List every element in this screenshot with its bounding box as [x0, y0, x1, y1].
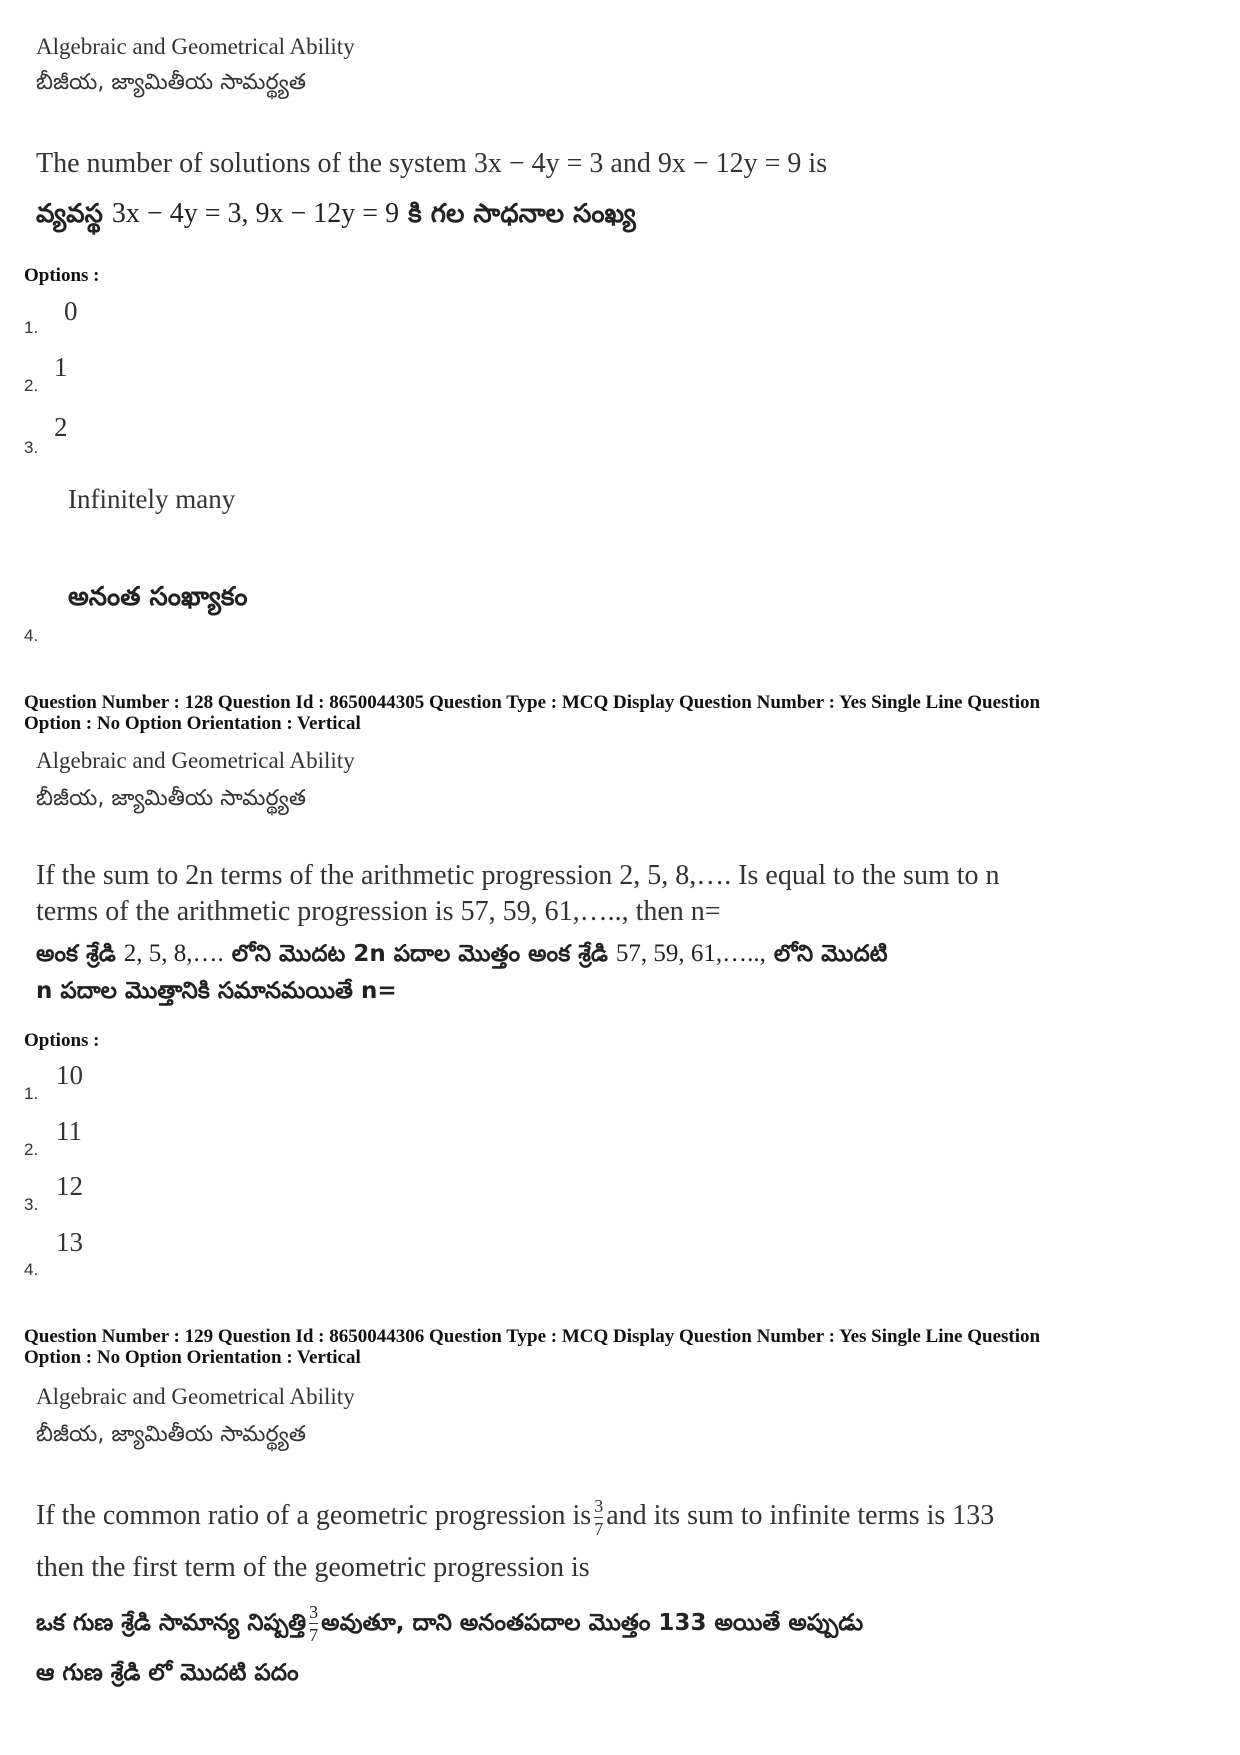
- option-text[interactable]: 1: [54, 352, 68, 382]
- fraction-numerator: 3: [594, 1496, 604, 1516]
- question-meta-line2: Option : No Option Orientation : Vertical: [24, 713, 361, 734]
- question-telugu-math: 2, 5, 8,….: [123, 940, 224, 967]
- options-label: Options :: [24, 1030, 100, 1051]
- option-number: 1.: [24, 1084, 39, 1103]
- question-telugu-part: లోని మొదట 2n పదాల మొత్తం అంక శ్రేడి: [231, 941, 608, 967]
- question-text-english-line2: then the first term of the geometric progression is: [36, 1552, 590, 1583]
- option-number: 3.: [24, 1195, 39, 1214]
- question-text-telugu-line1: [36, 940, 887, 973]
- option-text[interactable]: 12: [56, 1171, 83, 1201]
- subject-telugu: బీజీయ, జ్యామితీయ సామర్థ్యత: [36, 70, 306, 95]
- question-meta-line2: Option : No Option Orientation : Vertical: [24, 1347, 361, 1368]
- option-number: 4.: [24, 626, 39, 645]
- question-text-telugu: [36, 198, 636, 235]
- subject-english: Algebraic and Geometrical Ability: [36, 34, 355, 59]
- fraction-denominator: 7: [309, 1625, 319, 1645]
- question-text-english-line2: terms of the arithmetic progression is 57, 59, 61,….., then n=: [36, 896, 721, 927]
- option-text[interactable]: 11: [56, 1116, 82, 1146]
- question-text-telugu-line1: [36, 1602, 863, 1645]
- question-text-english-line1: If the sum to 2n terms of the arithmetic progression 2, 5, 8,…. Is equal to the sum to n: [36, 860, 1000, 891]
- question-english-part: and its sum to infinite terms is 133: [606, 1499, 995, 1531]
- option-text[interactable]: 13: [56, 1227, 83, 1257]
- subject-telugu: బీజీయ, జ్యామితీయ సామర్థ్యత: [36, 1422, 306, 1447]
- option-text[interactable]: 2: [54, 412, 68, 442]
- question-telugu-part: ఒక గుణ శ్రేడి సామాన్య నిష్పత్తి: [36, 1610, 307, 1636]
- question-text-telugu-line2: ఆ గుణ శ్రేడి లో మొదటి పదం: [36, 1660, 299, 1686]
- question-telugu-part: అవుతూ, దాని అనంతపదాల మొత్తం 133 అయితే అప్పుడు: [321, 1610, 864, 1636]
- subject-telugu: బీజీయ, జ్యామితీయ సామర్థ్యత: [36, 786, 306, 811]
- question-telugu-prefix: వ్యవస్థ: [36, 199, 103, 229]
- fraction-numerator: 3: [309, 1602, 319, 1622]
- subject-english: Algebraic and Geometrical Ability: [36, 1384, 355, 1409]
- option-text-telugu[interactable]: అనంత సంఖ్యాకం: [68, 582, 248, 612]
- question-telugu-math: 57, 59, 61,…..,: [615, 940, 766, 967]
- question-meta-line1: Question Number : 129 Question Id : 8650044306 Question Type : MCQ Display Question Number : Yes Single Line Question: [24, 1326, 1041, 1347]
- option-number: 2.: [24, 1140, 39, 1159]
- fraction-bar: [594, 1517, 603, 1518]
- question-text-english: The number of solutions of the system 3x − 4y = 3 and 9x − 12y = 9 is: [36, 148, 828, 179]
- subject-english: Algebraic and Geometrical Ability: [36, 748, 355, 773]
- fraction: [309, 1602, 318, 1645]
- question-meta-line1: Question Number : 128 Question Id : 8650044305 Question Type : MCQ Display Question Number : Yes Single Line Question: [24, 692, 1041, 713]
- question-telugu-math: 3x − 4y = 3, 9x − 12y = 9: [111, 198, 400, 229]
- question-english-part: If the common ratio of a geometric progression is: [36, 1499, 592, 1531]
- option-text[interactable]: 10: [56, 1060, 83, 1090]
- option-text[interactable]: Infinitely many: [68, 484, 236, 514]
- fraction-bar: [309, 1623, 318, 1624]
- fraction: [594, 1496, 603, 1539]
- question-text-telugu-line2: n పదాల మొత్తానికి సమానమయితే n=: [36, 978, 397, 1004]
- option-number: 2.: [24, 376, 39, 395]
- options-label: Options :: [24, 265, 100, 286]
- question-telugu-suffix: కి గల సాధనాల సంఖ్య: [408, 199, 636, 229]
- question-text-english-line1: [36, 1496, 994, 1539]
- option-number: 4.: [24, 1260, 39, 1279]
- option-text[interactable]: 0: [64, 296, 78, 326]
- question-telugu-part: అంక శ్రేడి: [36, 941, 116, 967]
- fraction-denominator: 7: [594, 1519, 604, 1539]
- option-number: 3.: [24, 438, 39, 457]
- question-telugu-part: లోని మొదటి: [773, 941, 888, 967]
- option-number: 1.: [24, 318, 39, 337]
